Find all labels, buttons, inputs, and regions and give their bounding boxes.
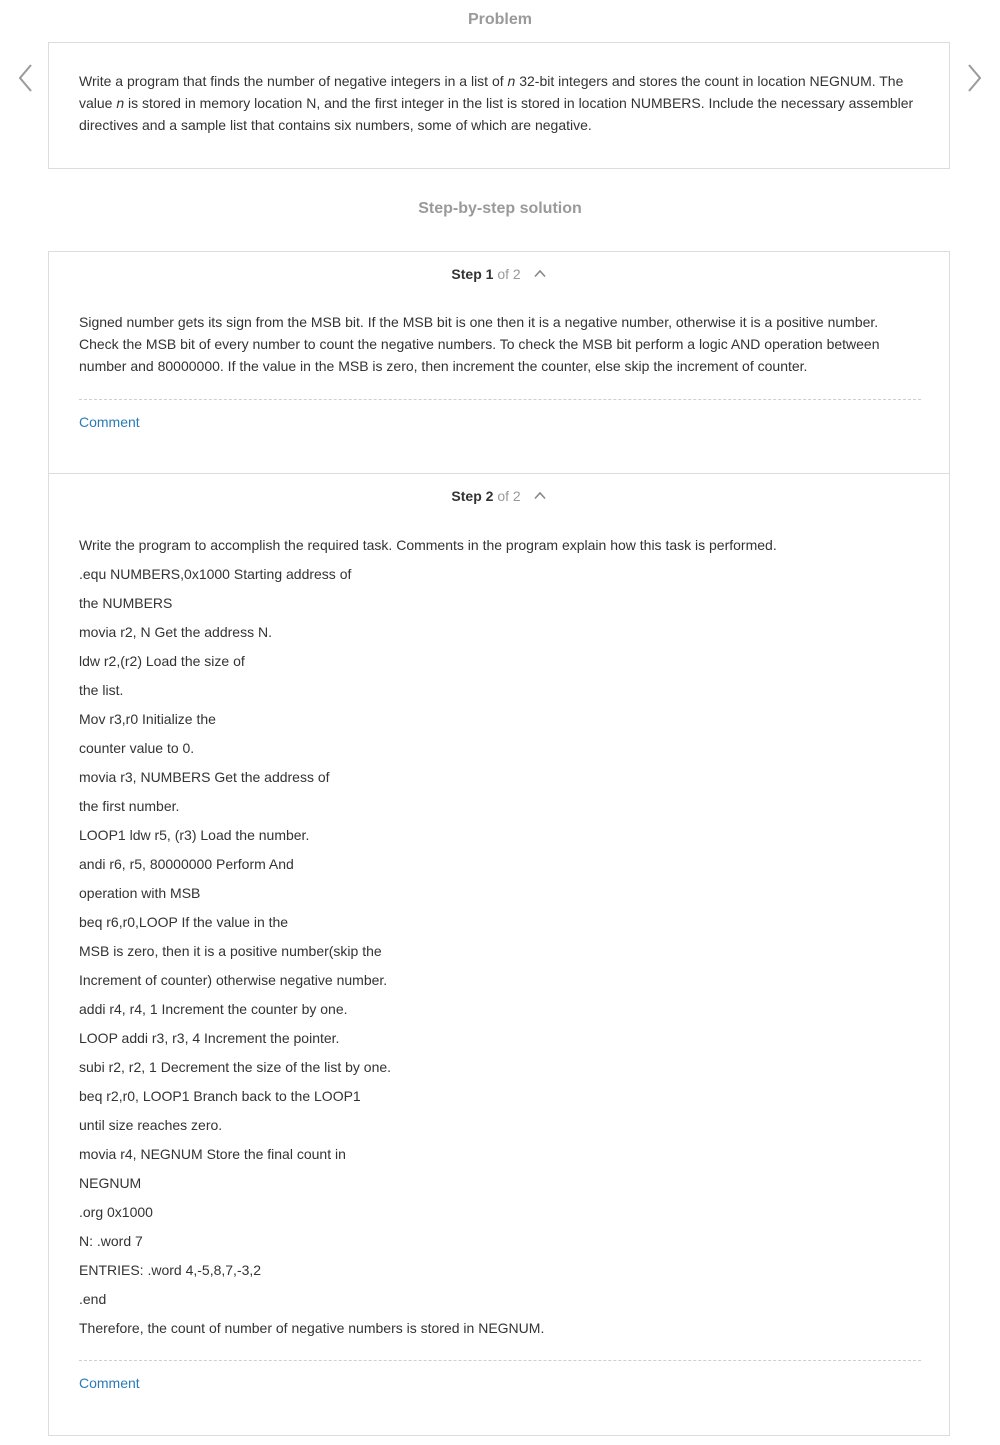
step-2-intro: Write the program to accomplish the required task. Comments in the program explain how this task is performed. [79, 537, 777, 553]
chevron-left-icon[interactable] [16, 62, 36, 94]
code-line: subi r2, r2, 1 Decrement the size of the list by one. [79, 1059, 392, 1075]
problem-box [48, 42, 950, 169]
step-1-text: Signed number gets its sign from the MSB bit. If the MSB bit is one then it is a negative number, otherwise it is a positive number. Check the MSB bit of every number to count the negative numbers. To check the MSB bit perform a logic AND operation between number and 80000000. If the value in the MSB is zero, then increment the counter, else skip the increment of counter. [79, 314, 880, 374]
code-line: movia r3, NUMBERS Get the address of [79, 769, 330, 785]
code-listing [79, 563, 921, 1317]
step-count: of 2 [493, 488, 521, 504]
chevron-right-icon[interactable] [964, 62, 984, 94]
code-line: .equ NUMBERS,0x1000 Starting address of [79, 566, 352, 582]
code-line: MSB is zero, then it is a positive number(skip the [79, 943, 382, 959]
step-label: Step 2 [451, 488, 494, 504]
step-1-header[interactable] [49, 265, 949, 283]
code-line: Mov r3,r0 Initialize the [79, 711, 216, 727]
step-2-header[interactable] [49, 487, 949, 505]
problem-text-part: Write a program that finds the number of negative integers in a list of [79, 73, 508, 89]
step-2-body [79, 534, 921, 1346]
comment-link[interactable]: Comment [79, 414, 140, 430]
code-line: counter value to 0. [79, 740, 195, 756]
code-line: the NUMBERS [79, 595, 173, 611]
step-1-card [48, 251, 950, 474]
code-line: ENTRIES: .word 4,-5,8,7,-3,2 [79, 1262, 262, 1278]
problem-text-part: 32-bit integers and stores the count in location NEGNUM. The value [79, 73, 904, 111]
problem-title: Problem [467, 11, 532, 28]
code-line: LOOP addi r3, r3, 4 Increment the pointer. [79, 1030, 340, 1046]
code-line: the first number. [79, 798, 180, 814]
code-line: until size reaches zero. [79, 1117, 223, 1133]
problem-variable-n: n [507, 73, 516, 89]
code-line: ldw r2,(r2) Load the size of [79, 653, 245, 669]
code-line: Increment of counter) otherwise negative number. [79, 972, 388, 988]
problem-text-part: is stored in memory location N, and the first integer in the list is stored in location NUMBERS. Include the necessary assembler directives and a sample list that contains six numbers, some of which are negative. [79, 95, 914, 133]
code-line: addi r4, r4, 1 Increment the counter by one. [79, 1001, 348, 1017]
code-line: .org 0x1000 [79, 1204, 153, 1220]
code-line: beq r2,r0, LOOP1 Branch back to the LOOP1 [79, 1088, 361, 1104]
code-line: movia r2, N Get the address N. [79, 624, 272, 640]
code-line: NEGNUM [79, 1175, 142, 1191]
divider [79, 399, 921, 400]
code-line: beq r6,r0,LOOP If the value in the [79, 914, 289, 930]
step-label: Step 1 [451, 266, 494, 282]
problem-text [79, 70, 921, 136]
code-line: the list. [79, 682, 124, 698]
code-line: operation with MSB [79, 885, 201, 901]
code-line: LOOP1 ldw r5, (r3) Load the number. [79, 827, 310, 843]
code-line: andi r6, r5, 80000000 Perform And [79, 856, 294, 872]
chevron-up-icon[interactable] [533, 486, 547, 504]
code-line: .end [79, 1291, 107, 1307]
divider [79, 1360, 921, 1361]
problem-variable-n: n [116, 95, 125, 111]
comment-link[interactable]: Comment [79, 1375, 140, 1391]
step-2-card [48, 473, 950, 1436]
step-count: of 2 [493, 266, 521, 282]
solution-title: Step-by-step solution [418, 200, 582, 217]
code-line: N: .word 7 [79, 1233, 143, 1249]
step-2-conclusion: Therefore, the count of number of negative numbers is stored in NEGNUM. [79, 1320, 545, 1336]
chevron-up-icon[interactable] [533, 264, 547, 282]
code-line: movia r4, NEGNUM Store the final count in [79, 1146, 346, 1162]
